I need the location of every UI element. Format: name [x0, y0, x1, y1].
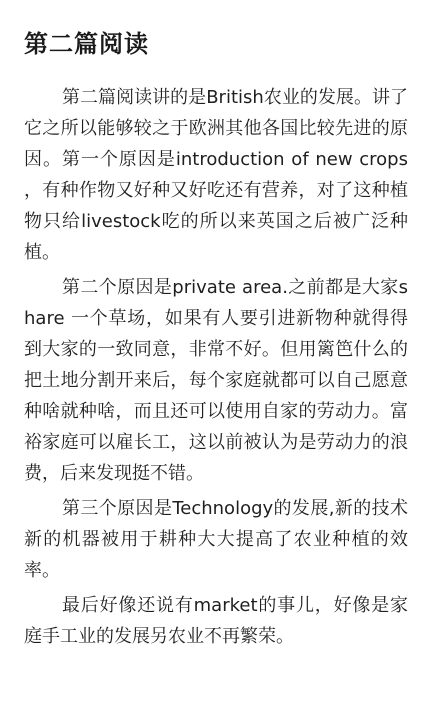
paragraph-3: 第三个原因是Technology的发展,新的技术新的机器被用于耕种大大提高了农业种植的效率。: [24, 498, 408, 581]
paragraph-1: 第二篇阅读讲的是British农业的发展。讲了它之所以能够较之于欧洲其他各国比较先进的原因。第一个原因是introduction of new crops ，有种作物又好种又好吃还有营养，对了这种植物只给livestock吃的所以来英国之后被广泛种植。: [24, 87, 408, 263]
article-title: 第二篇阅读: [24, 30, 149, 58]
paragraph-2: 第二个原因是private area.之前都是大家share 一个草场，如果有人要引进新物种就得得到大家的一致同意，非常不好。但用篱笆什么的把土地分割开来后，每个家庭就都可以自己愿意种啥就种啥，而且还可以使用自家的劳动力。富裕家庭可以雇长工，这以前被认为是劳动力的浪费，后来发现挺不错。: [24, 277, 408, 484]
paragraph-4: 最后好像还说有market的事儿，好像是家庭手工业的发展另农业不再繁荣。: [24, 595, 408, 647]
